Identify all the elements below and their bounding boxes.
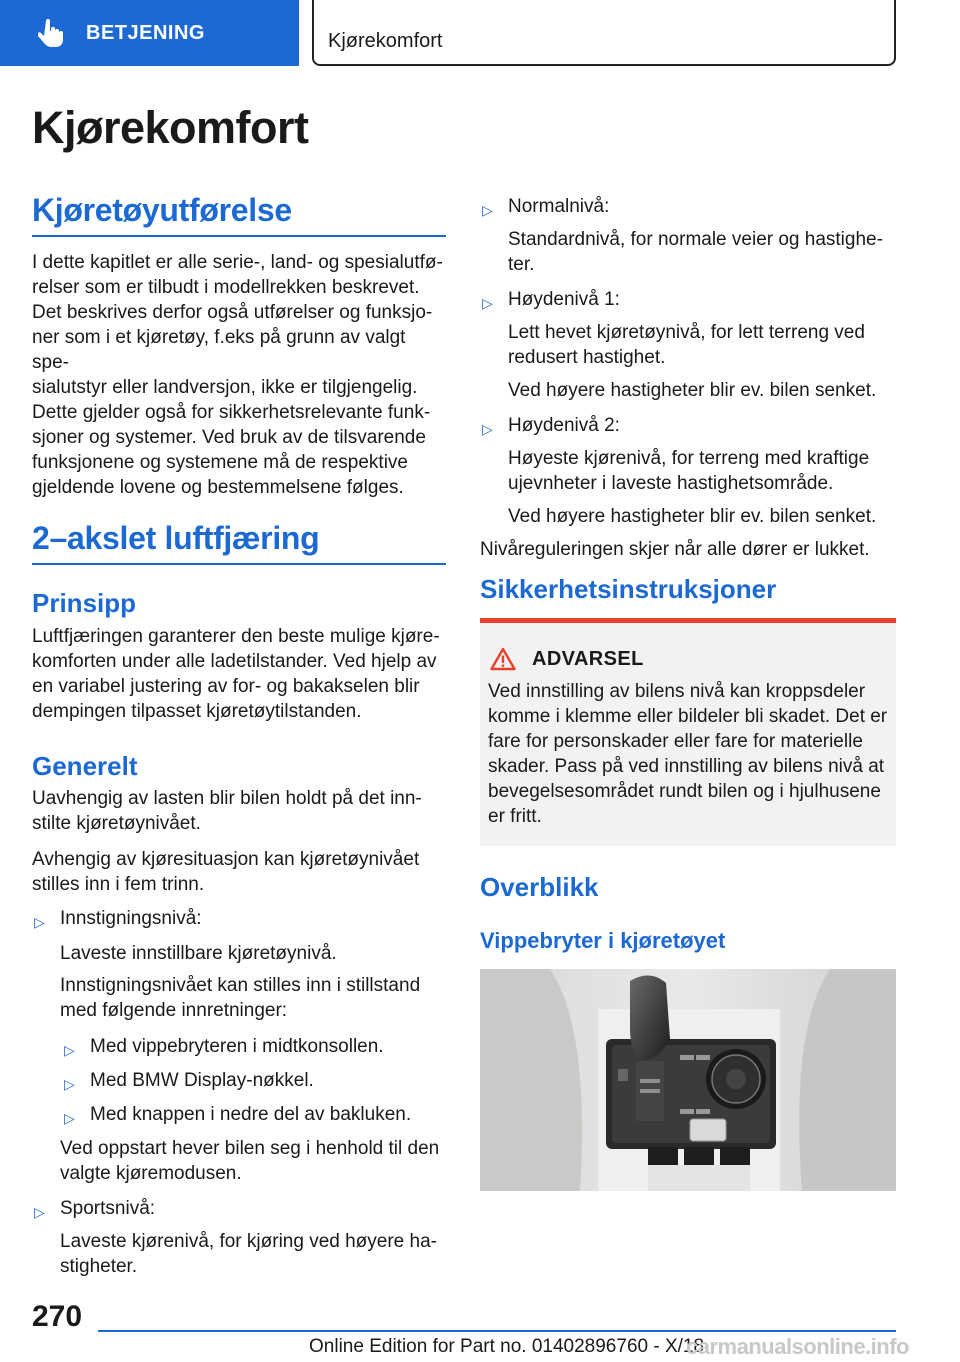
triangle-bullet-icon: ▷ <box>64 1076 75 1092</box>
heading-overview: Overblikk <box>480 872 599 902</box>
level-regulation-note: Nivåreguleringen skjer når alle dører er lukket. <box>480 539 870 560</box>
hand-pointer-icon <box>38 19 64 47</box>
vehicle-paragraph: I dette kapitlet er alle serie-, land- og spesialutfø- relser som er tilbudt i modellrekken beskrevet. Det beskrives derfor også utførelser og funksjo- ner som i et kjøretøy, f.eks på grunn av valgt spe- sialutstyr eller landversjon, ikke er tilgjengelig. Dette gjelder også for sikkerhetsrelevante funk- sjoner og systemer. Ved bruk av de tilsvarende funksjonene og systemene må de respektive gjeldende lovene og bestemmelsene følges. <box>32 252 443 498</box>
sub-item-tailgate-button: ▷ Med knappen i nedre del av bakluken. <box>32 1102 446 1127</box>
page-number: 270 <box>32 1300 83 1333</box>
section-title: Kjørekomfort <box>328 30 443 52</box>
heading-general: Generelt <box>32 751 138 781</box>
section-header <box>312 0 896 66</box>
warning-label: ADVARSEL <box>532 647 644 670</box>
warning-box <box>480 618 896 846</box>
list-item-entry: ▷ Innstigningsnivå: <box>32 906 446 931</box>
list-item-height-1: ▷ Høydenivå 1: <box>480 287 896 312</box>
entry-desc: Laveste innstillbare kjøretøynivå. <box>60 943 337 964</box>
footer-watermark: carmanualsonline.info <box>686 1334 909 1359</box>
height-1-desc: Lett hevet kjøretøynivå, for lett terreng ved redusert hastighet. <box>508 322 865 368</box>
triangle-bullet-icon: ▷ <box>482 295 493 311</box>
warning-triangle-icon <box>490 647 516 671</box>
triangle-bullet-icon: ▷ <box>34 914 45 930</box>
list-item-sport: ▷ Sportsnivå: <box>32 1196 446 1221</box>
heading-safety: Sikkerhetsinstruksjoner <box>480 574 777 604</box>
warning-text: Ved innstilling av bilens nivå kan kroppsdeler komme i klemme eller bildeler bli skadet. Det er fare for personskader eller fare for materielle skader. Pass på ved innstilling av bilens nivå at bevegelsesområdet rundt bilen og i hjulhusene er fritt. <box>488 681 888 827</box>
height-2-note: Ved høyere hastigheter blir ev. bilen senket. <box>508 506 877 527</box>
level-list-left <box>32 906 446 1279</box>
height-2-desc: Høyeste kjørenivå, for terreng med kraftige ujevnheter i laveste hastighetsområde. <box>508 448 870 494</box>
center-console-photo <box>480 969 896 1191</box>
sub-item-rocker: ▷ Med vippebryteren i midtkonsollen. <box>32 1034 446 1059</box>
warning-header <box>490 647 644 671</box>
level-list-right <box>480 194 896 562</box>
list-item-height-2: ▷ Høydenivå 2: <box>480 413 896 438</box>
footer-rule <box>98 1330 896 1332</box>
triangle-bullet-icon: ▷ <box>64 1110 75 1126</box>
page-title: Kjørekomfort <box>32 102 309 153</box>
heading-rocker-switch: Vippebryter i kjøretøyet <box>480 928 726 953</box>
principle-paragraph: Luftfjæringen garanterer den beste mulige kjøre- komforten under alle ladetilstander. Ved hjelp av en variabel justering av for- og bakakselen blir dempingen tilpasset kjøretøytilstanden. <box>32 626 440 722</box>
general-paragraph-2: Avhengig av kjøresituasjon kan kjøretøynivået stilles inn i fem trinn. <box>32 849 420 895</box>
entry-desc-2: Innstigningsnivået kan stilles inn i stillstand med følgende innretninger: <box>60 975 421 1021</box>
general-paragraph-1: Uavhengig av lasten blir bilen holdt på det inn- stilte kjøretøynivået. <box>32 788 422 834</box>
chapter-tab <box>0 0 299 66</box>
heading-air-suspension: 2–akslet luftfjæring <box>32 520 446 565</box>
heading-principle: Prinsipp <box>32 588 137 618</box>
triangle-bullet-icon: ▷ <box>482 202 493 218</box>
sport-desc: Laveste kjørenivå, for kjøring ved høyere ha- stigheter. <box>60 1231 437 1277</box>
triangle-bullet-icon: ▷ <box>482 421 493 437</box>
heading-vehicle: Kjøretøyutførelse <box>32 192 446 237</box>
entry-desc-3: Ved oppstart hever bilen seg i henhold til den valgte kjøremodusen. <box>60 1138 440 1184</box>
list-item-normal: ▷ Normalnivå: <box>480 194 896 219</box>
footer-edition: Online Edition for Part no. 01402896760 - X/18 <box>309 1336 705 1357</box>
triangle-bullet-icon: ▷ <box>34 1204 45 1220</box>
triangle-bullet-icon: ▷ <box>64 1042 75 1058</box>
sub-item-display-key: ▷ Med BMW Display-nøkkel. <box>32 1068 446 1093</box>
chapter-label: BETJENING <box>86 21 205 44</box>
normal-desc: Standardnivå, for normale veier og hastighe- ter. <box>508 229 883 275</box>
height-1-note: Ved høyere hastigheter blir ev. bilen senket. <box>508 380 877 401</box>
